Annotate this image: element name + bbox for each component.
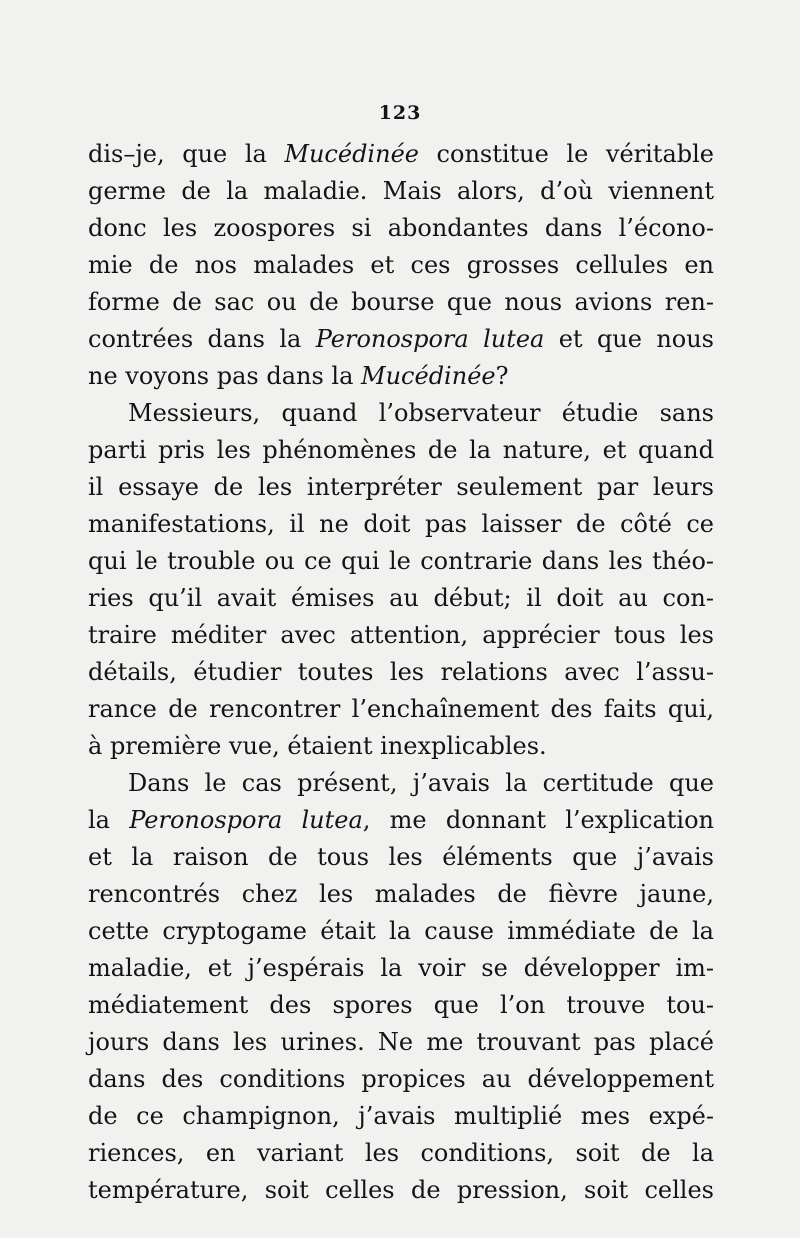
text-line — [88, 358, 714, 395]
italic-term: Peronospora lutea — [129, 806, 363, 834]
text-segment: germe de la maladie. Mais alors, d’où viennent — [88, 177, 714, 205]
text-line — [88, 580, 714, 617]
text-line — [88, 765, 714, 802]
text-segment: la — [88, 806, 130, 834]
text-segment: parti pris les phénomènes de la nature, et quand — [88, 436, 714, 464]
text-line — [88, 210, 714, 247]
text-line — [88, 247, 714, 284]
text-segment: traire méditer avec attention, apprécier tous les — [88, 621, 714, 649]
text-line — [88, 691, 714, 728]
text-line — [88, 728, 714, 765]
text-segment: Dans le cas présent, j’avais la certitude que — [128, 769, 714, 797]
text-segment: rance de rencontrer l’enchaînement des faits qui, — [88, 695, 714, 723]
text-line — [88, 321, 714, 358]
text-segment: il essaye de les interpréter seulement par leurs — [88, 473, 714, 501]
text-segment: température, soit celles de pression, soit celles — [88, 1176, 714, 1204]
text-segment: Messieurs, quand l’observateur étudie sans — [128, 399, 714, 427]
text-segment: , me donnant l’explication — [362, 806, 714, 834]
text-segment: riences, en variant les conditions, soit de la — [88, 1139, 714, 1167]
text-segment: ne voyons pas dans la — [88, 362, 362, 390]
text-line — [88, 1061, 714, 1098]
text-segment: manifestations, il ne doit pas laisser de côté ce — [88, 510, 714, 538]
text-line — [88, 913, 714, 950]
body-text — [88, 136, 714, 1209]
text-line — [88, 1098, 714, 1135]
text-line — [88, 469, 714, 506]
text-segment: donc les zoospores si abondantes dans l’écono- — [88, 214, 714, 242]
text-segment: maladie, et j’espérais la voir se développer im- — [88, 954, 714, 982]
paragraph — [88, 136, 714, 395]
text-line — [88, 136, 714, 173]
text-segment: de ce champignon, j’avais multiplié mes expé- — [88, 1102, 714, 1130]
text-line — [88, 543, 714, 580]
text-segment: contrées dans la — [88, 325, 316, 353]
text-segment: qui le trouble ou ce qui le contrarie dans les théo- — [88, 547, 714, 575]
text-segment: à première vue, étaient inexplicables. — [88, 732, 547, 760]
text-segment: dans des conditions propices au développement — [88, 1065, 714, 1093]
text-line — [88, 173, 714, 210]
page-number: 123 — [378, 102, 422, 124]
italic-term: Mucédinée — [361, 362, 496, 390]
italic-term: Mucédinée — [284, 140, 419, 168]
text-segment: forme de sac ou de bourse que nous avions ren- — [88, 288, 714, 316]
text-line — [88, 987, 714, 1024]
text-line — [88, 654, 714, 691]
italic-term: Peronospora lutea — [315, 325, 545, 353]
text-line — [88, 617, 714, 654]
text-line — [88, 506, 714, 543]
text-line — [88, 876, 714, 913]
text-segment: constitue le véritable — [418, 140, 714, 168]
text-segment: ries qu’il avait émises au début; il doit au con- — [88, 584, 714, 612]
text-line — [88, 1135, 714, 1172]
text-segment: et la raison de tous les éléments que j’avais — [88, 843, 714, 871]
text-line — [88, 1024, 714, 1061]
paragraph — [88, 765, 714, 1209]
text-segment: dis–je, que la — [88, 140, 285, 168]
text-segment: et que nous — [544, 325, 715, 353]
text-line — [88, 802, 714, 839]
text-line — [88, 284, 714, 321]
text-segment: mie de nos malades et ces grosses cellules en — [88, 251, 714, 279]
text-line — [88, 1172, 714, 1209]
text-segment: médiatement des spores que l’on trouve tou- — [88, 991, 714, 1019]
paragraph — [88, 395, 714, 765]
text-line — [88, 950, 714, 987]
text-segment: détails, étudier toutes les relations avec l’assu- — [88, 658, 714, 686]
text-line — [88, 432, 714, 469]
text-segment: jours dans les urines. Ne me trouvant pas placé — [88, 1028, 714, 1056]
text-line — [88, 839, 714, 876]
text-segment: rencontrés chez les malades de fièvre jaune, — [88, 880, 714, 908]
text-segment: cette cryptogame était la cause immédiate de la — [88, 917, 714, 945]
text-line — [88, 395, 714, 432]
text-segment: ? — [495, 362, 509, 390]
